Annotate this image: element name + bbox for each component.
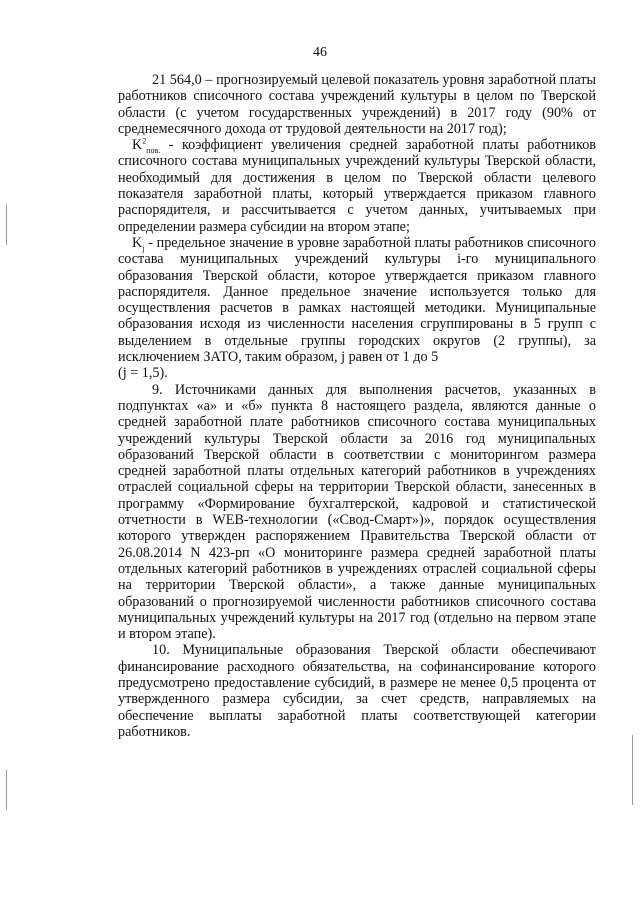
coefficient-description: - коэффициент увеличения средней заработной платы работников списочного состава муниципальных учреждений культуры Тверской области, необходимый для достижения в целом по Тверской области целевого показателя заработной платы, который утверждается приказом главного распорядителя, и рассчитывается с учетом данных, учитываемых при определении размера субсидии на втором этапе; <box>118 137 596 235</box>
coefficient-subscript: пов. <box>146 146 161 156</box>
limit-subscript: j <box>142 243 145 253</box>
limit-symbol: K <box>132 234 143 251</box>
coefficient-superscript: 2 <box>142 136 147 146</box>
paragraph-coefficient-kj <box>118 235 596 365</box>
left-margin-mark-top <box>6 205 7 245</box>
paragraph-item-9: 9. Источниками данных для выполнения расчетов, указанных в подпунктах «а» и «б» пункта 8 настоящего раздела, являются данные о средней заработной плате работников списочного состава муниципальных учреждений культуры Тверской области за 2016 год муниципальных образований Тверской области в соответствии с мониторингом размера средней заработной платы отдельных категорий работников в учреждениях отраслей социальной сферы на территории Тверской области, занесенных в программу «Формирование бухгалтерской, кадровой и статистической отчетности в WEB-технологии («Свод-Смарт»)», порядок осуществления которого утвержден распоряжением Правительства Тверской области от 26.08.2014 N 423-рп «О мониторинге размера средней заработной платы отдельных категорий работников в учреждениях отраслей социальной сферы на территории Тверской области», а также данные муниципальных образований о прогнозируемой численности работников списочного состава муниципальных учреждений культуры на 2017 год (отдельно на первом этапе и втором этапе). <box>118 381 596 643</box>
coefficient-symbol: K <box>132 137 143 154</box>
paragraph-item-10: 10. Муниципальные образования Тверской области обеспечивают финансирование расходного обязательства, на софинансирование которого предусмотрено предоставление субсидий, в размере не менее 0,5 процента от утвержденного размера субсидии, за счет средств, направляемых на обеспечение выплаты заработной платы соответствующей категории работников. <box>118 642 596 740</box>
page-number: 46 <box>313 45 327 60</box>
paragraph-target-indicator: 21 564,0 – прогнозируемый целевой показатель уровня заработной платы работников списочного состава учреждений культуры в целом по Тверской области (с учетом государственных учреждений) в 2017 году (90% от среднемесячного дохода от трудовой деятельности на 2017 год); <box>118 72 596 137</box>
document-body <box>118 72 596 740</box>
right-margin-mark <box>632 735 633 805</box>
paragraph-coefficient-k2 <box>118 137 596 235</box>
left-margin-mark-bottom <box>6 770 7 810</box>
limit-description: - предельное значение в уровне заработной платы работников списочного состава муниципальных учреждений культуры i-го муниципального образования Тверской области, которое утверждается приказом главного распорядителя. Данное предельное значение используется только для осуществления расчетов в рамках настоящей методики. Муниципальные образования исходя из численности населения сгруппированы в 5 групп с выделением в отдельные группы городских округов (2 группы), за исключением ЗАТО, таким образом, j равен от 1 до 5 <box>118 234 596 366</box>
paragraph-j-range: (j = 1,5). <box>118 365 168 382</box>
